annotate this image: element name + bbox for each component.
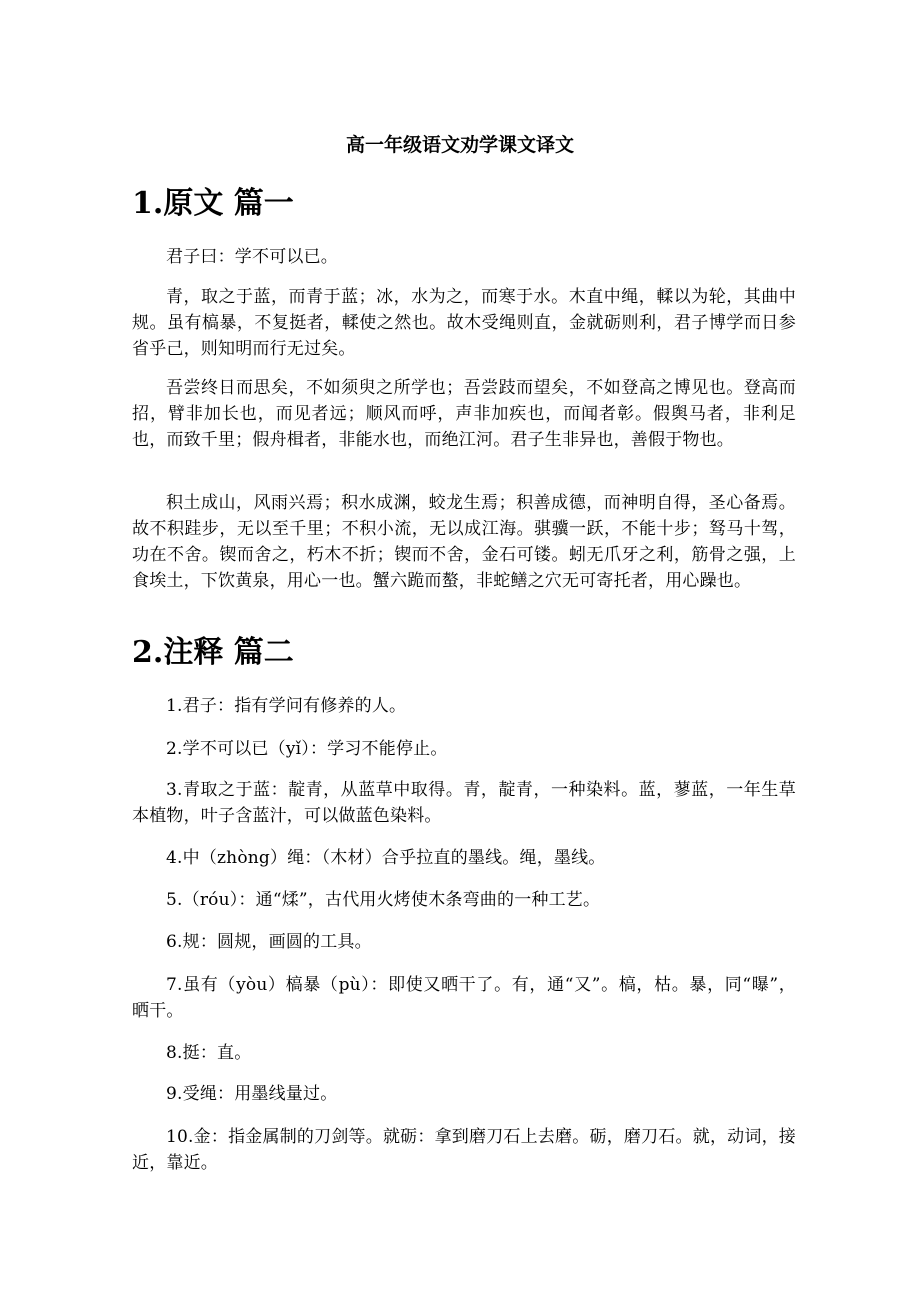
original-paragraph-4: 积土成山，风雨兴焉；积水成渊，蛟龙生焉；积善成德，而神明自得，圣心备焉。故不积跬步，无以至千里；不积小流，无以成江海。骐骥一跃，不能十步；驽马十驾，功在不舍。锲而舍之，朽木不折；锲而不舍，金石可镂。蚓无爪牙之利，筋骨之强，上食埃土，下饮黄泉，用心一也。蟹六跪而螯，非蛇鳝之穴无可寄托者，用心躁也。	[132, 493, 796, 591]
annotation-item: 2.学不可以已（yǐ）：学习不能停止。	[166, 739, 448, 759]
annotation-item: 7.虽有（yòu）槁暴（pù）：即使又晒干了。有，通“又”。槁，枯。暴，同“曝”，晒干。	[132, 975, 796, 1021]
original-paragraph-1: 君子曰：学不可以已。	[166, 247, 338, 267]
annotation-item: 6.规：圆规，画圆的工具。	[166, 932, 372, 952]
annotation-item: 4.中（zhòng）绳：（木材）合乎拉直的墨线。绳，墨线。	[166, 848, 606, 868]
document-title: 高一年级语文劝学课文译文	[345, 134, 574, 156]
section-heading-annotations: 2.注释 篇二	[132, 635, 294, 670]
annotation-item: 5.（róu）：通“煣”，古代用火烤使木条弯曲的一种工艺。	[166, 890, 601, 910]
section-heading-original-text: 1.原文 篇一	[132, 186, 294, 221]
annotation-item: 10.金：指金属制的刀剑等。就砺：拿到磨刀石上去磨。砺，磨刀石。就，动词，接近，靠近。	[132, 1127, 796, 1173]
annotation-item: 1.君子：指有学问有修养的人。	[166, 696, 407, 716]
original-paragraph-2: 青，取之于蓝，而青于蓝；冰，水为之，而寒于水。木直中绳，輮以为轮，其曲中规。虽有槁暴，不复挺者，輮使之然也。故木受绳则直，金就砺则利，君子博学而日参省乎己，则知明而行无过矣。	[132, 287, 796, 359]
annotation-item: 9.受绳：用墨线量过。	[166, 1084, 338, 1104]
annotation-item: 8.挺：直。	[166, 1043, 252, 1063]
original-paragraph-3: 吾尝终日而思矣，不如须臾之所学也；吾尝跂而望矣，不如登高之博见也。登高而招，臂非加长也，而见者远；顺风而呼，声非加疾也，而闻者彰。假舆马者，非利足也，而致千里；假舟楫者，非能水也，而绝江河。君子生非异也，善假于物也。	[132, 378, 796, 450]
annotation-item: 3.青取之于蓝：靛青，从蓝草中取得。青，靛青，一种染料。蓝，蓼蓝，一年生草本植物，叶子含蓝汁，可以做蓝色染料。	[132, 780, 796, 826]
